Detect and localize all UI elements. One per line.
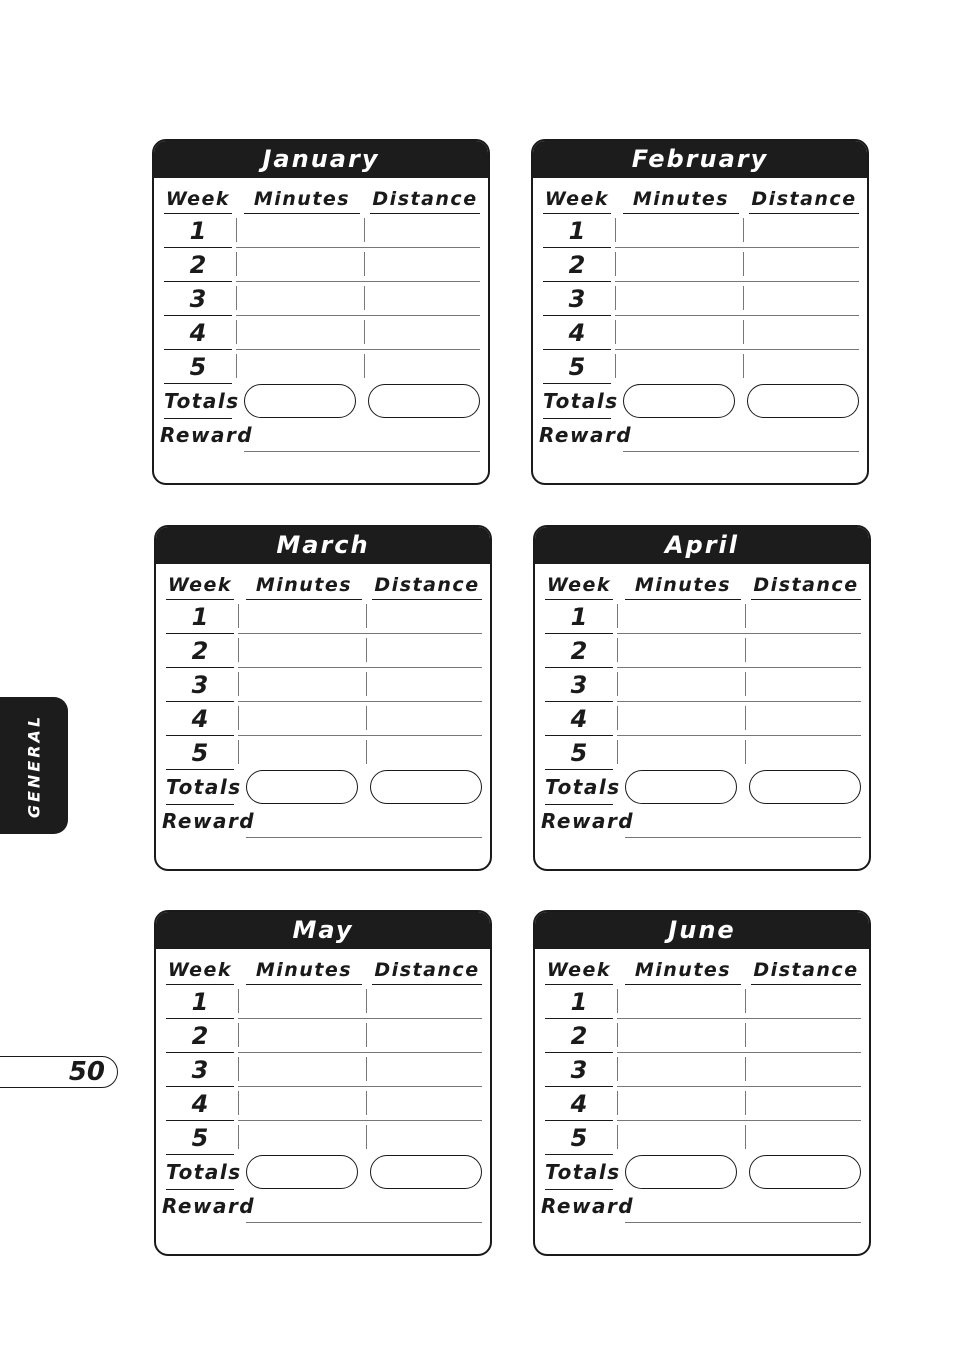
reward-label: Reward	[541, 1194, 635, 1218]
reward-row	[160, 418, 480, 452]
week-number: 5	[545, 1121, 613, 1155]
week-row	[166, 600, 482, 634]
reward-row	[162, 804, 482, 838]
reward-field[interactable]	[625, 1222, 861, 1223]
week-row	[166, 736, 482, 770]
week-number: 4	[164, 316, 232, 350]
week-row	[545, 634, 861, 668]
week-number: 2	[166, 1019, 234, 1053]
minutes-total-field[interactable]	[244, 384, 356, 418]
week-row	[164, 282, 480, 316]
minutes-total-field[interactable]	[625, 1155, 737, 1189]
week-number: 5	[166, 1121, 234, 1155]
week-number: 5	[545, 736, 613, 770]
week-row	[545, 1121, 861, 1155]
week-row	[166, 702, 482, 736]
week-header: Week	[545, 571, 613, 600]
week-number: 3	[166, 668, 234, 702]
month-card-april	[533, 525, 871, 871]
week-row	[545, 600, 861, 634]
minutes-header: Minutes	[246, 956, 362, 985]
distance-header: Distance	[751, 571, 861, 600]
week-number: 4	[166, 702, 234, 736]
reward-label: Reward	[162, 809, 256, 833]
week-row	[166, 634, 482, 668]
week-number: 4	[543, 316, 611, 350]
reward-field[interactable]	[246, 837, 482, 838]
week-number: 3	[545, 1053, 613, 1087]
minutes-header: Minutes	[625, 571, 741, 600]
totals-row	[545, 769, 861, 805]
reward-label: Reward	[162, 1194, 256, 1218]
minutes-total-field[interactable]	[623, 384, 735, 418]
totals-row	[166, 769, 482, 805]
week-row	[166, 985, 482, 1019]
distance-header: Distance	[370, 185, 480, 214]
week-number: 3	[545, 668, 613, 702]
week-header: Week	[166, 956, 234, 985]
distance-header: Distance	[751, 956, 861, 985]
minutes-total-field[interactable]	[625, 770, 737, 804]
week-number: 2	[164, 248, 232, 282]
week-header: Week	[545, 956, 613, 985]
week-number: 4	[545, 1087, 613, 1121]
week-row	[545, 1053, 861, 1087]
week-number: 1	[543, 214, 611, 248]
reward-label: Reward	[539, 423, 633, 447]
week-number: 2	[545, 1019, 613, 1053]
month-title: February	[533, 141, 867, 178]
month-card-march	[154, 525, 492, 871]
month-title: June	[535, 912, 869, 949]
week-row	[166, 1053, 482, 1087]
totals-label: Totals	[545, 1154, 613, 1190]
week-number: 4	[166, 1087, 234, 1121]
minutes-total-field[interactable]	[246, 770, 358, 804]
week-row	[164, 248, 480, 282]
totals-label: Totals	[166, 769, 234, 805]
section-tab	[0, 697, 68, 834]
week-header: Week	[543, 185, 611, 214]
month-title: March	[156, 527, 490, 564]
week-row	[545, 1019, 861, 1053]
section-tab-label: GENERAL	[24, 713, 44, 818]
week-row	[164, 214, 480, 248]
totals-row	[545, 1154, 861, 1190]
distance-header: Distance	[372, 571, 482, 600]
week-row	[543, 350, 859, 384]
distance-total-field[interactable]	[370, 770, 482, 804]
distance-total-field[interactable]	[749, 1155, 861, 1189]
month-title: May	[156, 912, 490, 949]
totals-label: Totals	[543, 383, 611, 419]
month-title: April	[535, 527, 869, 564]
minutes-total-field[interactable]	[246, 1155, 358, 1189]
week-row	[166, 1087, 482, 1121]
distance-total-field[interactable]	[749, 770, 861, 804]
reward-row	[541, 1189, 861, 1223]
reward-field[interactable]	[625, 837, 861, 838]
week-header: Week	[166, 571, 234, 600]
month-card-may	[154, 910, 492, 1256]
week-number: 3	[543, 282, 611, 316]
week-number: 1	[164, 214, 232, 248]
reward-field[interactable]	[246, 1222, 482, 1223]
week-row	[543, 248, 859, 282]
reward-row	[539, 418, 859, 452]
week-row	[164, 350, 480, 384]
reward-row	[541, 804, 861, 838]
week-row	[543, 282, 859, 316]
week-row	[545, 985, 861, 1019]
week-row	[545, 702, 861, 736]
week-number: 5	[166, 736, 234, 770]
totals-label: Totals	[545, 769, 613, 805]
distance-total-field[interactable]	[747, 384, 859, 418]
week-number: 1	[166, 600, 234, 634]
totals-label: Totals	[164, 383, 232, 419]
week-number: 4	[545, 702, 613, 736]
reward-row	[162, 1189, 482, 1223]
week-number: 2	[166, 634, 234, 668]
month-title: January	[154, 141, 488, 178]
week-number: 1	[166, 985, 234, 1019]
reward-field[interactable]	[244, 451, 480, 452]
minutes-header: Minutes	[625, 956, 741, 985]
totals-row	[164, 383, 480, 419]
distance-total-field[interactable]	[370, 1155, 482, 1189]
week-number: 1	[545, 985, 613, 1019]
week-number: 3	[164, 282, 232, 316]
reward-field[interactable]	[623, 451, 859, 452]
month-card-june	[533, 910, 871, 1256]
week-row	[166, 668, 482, 702]
minutes-header: Minutes	[244, 185, 360, 214]
week-row	[545, 1087, 861, 1121]
minutes-header: Minutes	[623, 185, 739, 214]
totals-row	[543, 383, 859, 419]
week-row	[166, 1121, 482, 1155]
distance-header: Distance	[749, 185, 859, 214]
reward-label: Reward	[541, 809, 635, 833]
week-header: Week	[164, 185, 232, 214]
week-row	[545, 736, 861, 770]
totals-label: Totals	[166, 1154, 234, 1190]
week-row	[543, 214, 859, 248]
week-row	[166, 1019, 482, 1053]
month-card-february	[531, 139, 869, 485]
week-number: 5	[164, 350, 232, 384]
page-number: 50	[0, 1056, 118, 1088]
week-number: 2	[543, 248, 611, 282]
distance-total-field[interactable]	[368, 384, 480, 418]
week-row	[543, 316, 859, 350]
distance-header: Distance	[372, 956, 482, 985]
week-number: 2	[545, 634, 613, 668]
week-row	[545, 668, 861, 702]
week-number: 5	[543, 350, 611, 384]
week-number: 1	[545, 600, 613, 634]
minutes-header: Minutes	[246, 571, 362, 600]
reward-label: Reward	[160, 423, 254, 447]
week-number: 3	[166, 1053, 234, 1087]
month-card-january	[152, 139, 490, 485]
totals-row	[166, 1154, 482, 1190]
week-row	[164, 316, 480, 350]
